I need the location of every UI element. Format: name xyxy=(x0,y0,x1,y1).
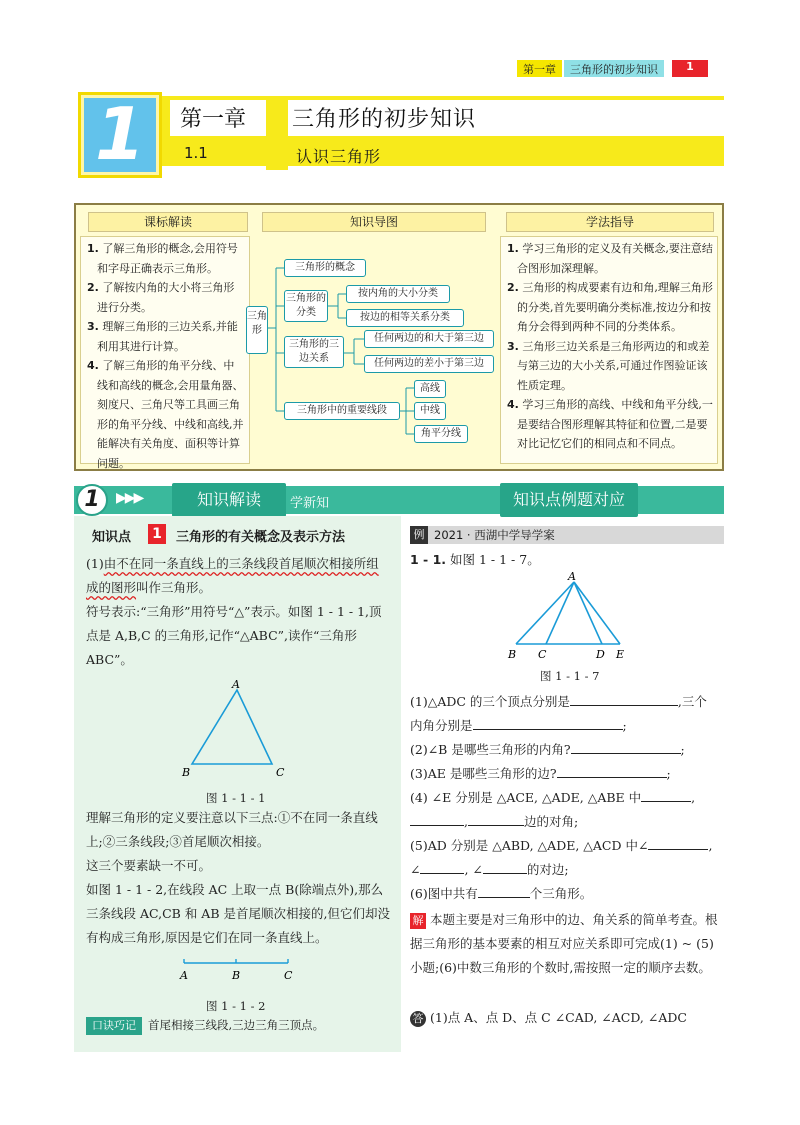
answer-blank[interactable] xyxy=(473,716,623,730)
vertex-label: B xyxy=(508,648,517,661)
mindmap-root: 三角形 xyxy=(246,306,268,354)
mnemonic-text: 首尾相接三线段,三边三角三顶点。 xyxy=(148,1018,325,1032)
page-number: 1 xyxy=(672,60,708,77)
figure-triangles-abcde xyxy=(500,570,640,662)
vertex-label: B xyxy=(182,766,191,778)
answer-blank[interactable] xyxy=(478,884,530,898)
list-item: 2. 三角形的构成要素有边和角,理解三角形的分类,首先要明确分类标准,按边分和按角分会得到两种不同的分类体系。 xyxy=(507,281,713,333)
running-title: 三角形的初步知识 xyxy=(564,60,664,77)
figure-caption: 图 1 - 1 - 1 xyxy=(206,791,266,805)
list-item: 1. 了解三角形的概念,会用符号和字母正确表示三角形。 xyxy=(87,242,238,275)
knowledge-bar-subtitle: 学新知 xyxy=(290,496,330,511)
mindmap-node-by-angle: 按内角的大小分类 xyxy=(346,285,450,303)
section-title: 认识三角形 xyxy=(296,147,382,166)
mindmap-node-concept: 三角形的概念 xyxy=(284,259,366,277)
vertex-label: A xyxy=(232,678,240,691)
definition-notes: 理解三角形的定义要注意以下三点:①不在同一条直线上;②三条线段;③首尾顺次相接。 xyxy=(86,810,378,849)
banner-separator xyxy=(266,96,288,170)
vertex-label: C xyxy=(538,648,547,661)
method-header: 学法指导 xyxy=(506,212,714,232)
triple-arrow-icon: ▶▶▶ xyxy=(116,490,143,506)
chapter-title: 三角形的初步知识 xyxy=(292,107,477,132)
answer-blank[interactable] xyxy=(648,836,708,850)
answer-blank[interactable] xyxy=(570,692,678,706)
vertex-label: D xyxy=(596,648,605,661)
list-item: 3. 三角形三边关系是三角形两边的和或差与第三边的大小关系,可通过作图验证该性质定理。 xyxy=(507,339,710,392)
answer-blank[interactable] xyxy=(410,812,464,826)
mindmap-node-altitude: 高线 xyxy=(414,380,446,398)
definition-paragraph: (1)由不在同一条直线上的三条线段首尾顺次相接所组成的图形叫作三角形。 xyxy=(86,556,379,595)
mindmap-node-classification: 三角形的分类 xyxy=(284,290,328,322)
list-item: 3. 理解三角形的三边关系,并能利用其进行计算。 xyxy=(87,320,238,353)
definition-emphasis: 这三个要素缺一不可。 xyxy=(86,858,212,873)
mindmap-header: 知识导图 xyxy=(262,212,486,232)
question-6: (6)图中共有 个三角形。 xyxy=(410,886,593,901)
curriculum-list xyxy=(80,236,250,470)
mindmap-node-bisector: 角平分线 xyxy=(414,425,468,443)
knowledge-point-title: 三角形的有关概念及表示方法 xyxy=(176,530,346,545)
mindmap-node-side-relation: 三角形的三边关系 xyxy=(284,336,344,368)
answer-paragraph: 答 (1)点 A、点 D、点 C ∠CAD, ∠ACD, ∠ADC xyxy=(410,1006,724,1030)
curriculum-header: 课标解读 xyxy=(88,212,248,232)
mnemonic-tag: 口诀巧记 xyxy=(86,1017,142,1035)
figure-caption: 图 1 - 1 - 7 xyxy=(540,669,600,683)
section-number: 1.1 xyxy=(184,144,208,162)
method-list xyxy=(500,236,718,464)
answer-blank[interactable] xyxy=(571,740,681,754)
running-chapter: 第一章 xyxy=(517,60,562,77)
mindmap-node-by-side: 按边的相等关系分类 xyxy=(346,309,464,327)
question-1: (1)△ADC 的三个顶点分别是 ,三个 内角分别是 ; xyxy=(410,694,707,733)
question-intro: 1 - 1. 如图 1 - 1 - 7。 xyxy=(410,552,540,567)
chapter-number: 1 xyxy=(84,98,156,172)
knowledge-point-number: 1 xyxy=(148,524,166,544)
answer-blank[interactable] xyxy=(468,812,524,826)
list-item: 4. 学习三角形的高线、中线和角平分线,一是要结合图形理解其特征和位置,二是要对比记忆它们的相同点和不同点。 xyxy=(507,398,713,450)
question-2: (2)∠B 是哪些三角形的内角? ; xyxy=(410,742,685,757)
point-label: B xyxy=(232,969,241,982)
solution-tag: 解 xyxy=(410,913,426,929)
answer-blank[interactable] xyxy=(557,764,667,778)
point-label: C xyxy=(284,969,293,982)
list-item: 4. 了解三角形的角平分线、中线和高线的概念,会用量角器、刻度尺、三角尺等工具画三角形的角平分线、中线和高线,并能解决有关角度、面积等计算问题。 xyxy=(87,359,244,470)
answer-blank[interactable] xyxy=(483,860,527,874)
question-5: (5)AD 分别是 △ABD, △ADE, △ACD 中∠ , ∠ , ∠ 的对边; xyxy=(410,838,713,877)
question-4: (4) ∠E 分别是 △ACE, △ADE, △ABE 中 , , 边的对角; xyxy=(410,790,696,829)
knowledge-point-label: 知识点 xyxy=(92,530,132,545)
question-3: (3)AE 是哪些三角形的边? ; xyxy=(410,766,671,781)
running-header xyxy=(517,60,708,77)
tab-example-mapping: 知识点例题对应 xyxy=(500,483,638,517)
chapter-label: 第一章 xyxy=(180,107,247,132)
figure-caption: 图 1 - 1 - 2 xyxy=(206,999,266,1013)
answer-blank[interactable] xyxy=(641,788,691,802)
answer-tag: 答 xyxy=(410,1011,426,1027)
answer-blank[interactable] xyxy=(420,860,464,874)
point-label: A xyxy=(180,969,188,982)
vertex-label: A xyxy=(568,570,576,583)
mindmap-node-median: 中线 xyxy=(414,402,446,420)
collinear-example: 如图 1 - 1 - 2,在线段 AC 上取一点 B(除端点外),那么三条线段 AC,CB 和 AB 是首尾顺次相接的,但它们却没有构成三角形,原因是它们在同一条直线上。 xyxy=(86,882,390,945)
example-source: 2021 · 西湖中学导学案 xyxy=(434,528,555,542)
list-item: 2. 了解按内角的大小将三角形进行分类。 xyxy=(87,281,235,314)
figure-triangle-abc xyxy=(170,678,300,778)
solution-paragraph: 解 本题主要是对三角形中的边、角关系的简单考查。根据三角形的基本要素的相互对应关系即可完成(1) ~ (5)小题;(6)中数三角形的个数时,需按照一定的顺序去数。 xyxy=(410,912,718,975)
knowledge-bar-number: 1 xyxy=(76,484,108,516)
vertex-label: E xyxy=(616,648,625,661)
example-tag: 例 xyxy=(410,526,428,544)
mindmap-node-important-segments: 三角形中的重要线段 xyxy=(284,402,400,420)
mindmap-node-diff-rule: 任何两边的差小于第三边 xyxy=(364,355,494,373)
tab-knowledge-interpretation: 知识解读 xyxy=(172,483,286,517)
notation-paragraph: 符号表示:“三角形”用符号“△”表示。如图 1 - 1 - 1,顶点是 A,B,C 的三角形,记作“△ABC”,读作“三角形 ABC”。 xyxy=(86,604,382,667)
list-item: 1. 学习三角形的定义及有关概念,要注意结合图形加深理解。 xyxy=(507,242,713,275)
figure-segment-abc xyxy=(170,954,300,988)
mindmap-node-sum-rule: 任何两边的和大于第三边 xyxy=(364,330,494,348)
vertex-label: C xyxy=(276,766,285,778)
